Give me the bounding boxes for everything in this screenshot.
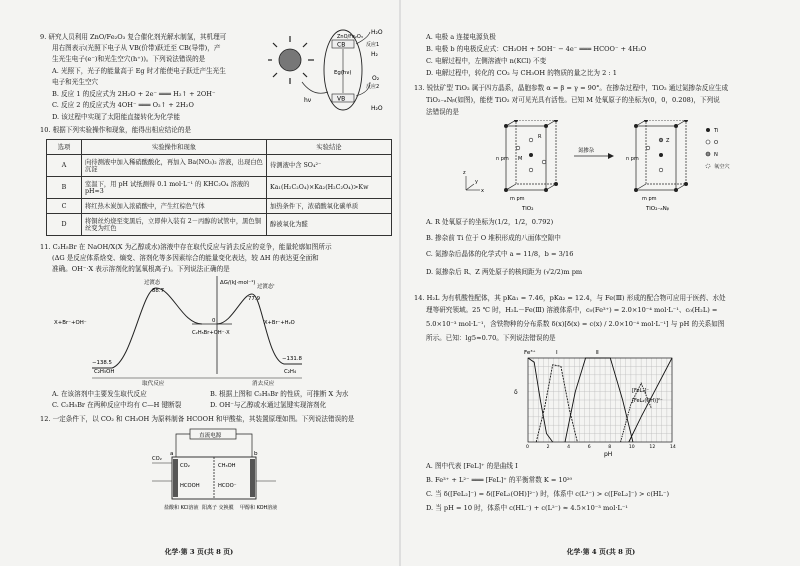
q10-table bbox=[46, 139, 392, 236]
energy-profile-diagram bbox=[52, 274, 312, 386]
q13-option-d: D. 氮掺杂后 R、Z 两处原子的核间距为 (√2/2)m pm bbox=[426, 268, 583, 276]
svg-text:C₂H₄: C₂H₄ bbox=[284, 369, 297, 375]
cell: 待测液中含 SO₄²⁻ bbox=[267, 155, 392, 177]
electrolysis-device-diagram bbox=[150, 427, 280, 525]
svg-text:X+Br⁻+OH⁻: X+Br⁻+OH⁻ bbox=[54, 320, 87, 326]
q11-line: (ΔG 是反应体系焓变、熵变、溶剂化等多因素综合的能量变化表达，较 ΔH 的表达更全面和 bbox=[52, 254, 319, 262]
svg-text:Ti: Ti bbox=[714, 128, 719, 134]
cell: D bbox=[47, 214, 82, 236]
svg-text:b: b bbox=[254, 451, 258, 457]
svg-text:消去反应: 消去反应 bbox=[252, 381, 275, 386]
series-label-fel2: [FeL₂]⁻ bbox=[632, 388, 650, 394]
cell: 向待测液中加入稀硝酸酸化，再加入 Ba(NO₃)₂ 溶液，出现白色沉淀 bbox=[82, 155, 267, 177]
x-tick-label: 6 bbox=[587, 445, 591, 450]
distribution-coefficient-chart bbox=[512, 346, 682, 458]
svg-text:H₂O: H₂O bbox=[371, 29, 383, 36]
right-page bbox=[402, 0, 800, 566]
col-conclusion: 实验结论 bbox=[267, 140, 392, 155]
q13-line: 法错误的是 bbox=[426, 108, 459, 116]
q12-option-c: C. 电解过程中，左侧溶液中 n(KCl) 不变 bbox=[426, 57, 547, 65]
svg-text:盐酸和 KCl溶液: 盐酸和 KCl溶液 bbox=[164, 505, 199, 511]
col-option: 选项 bbox=[47, 140, 82, 155]
svg-text:n pm: n pm bbox=[626, 156, 639, 162]
cell: 将红热木炭加入浓硝酸中，产生红棕色气体 bbox=[82, 199, 267, 214]
photocatalysis-diagram bbox=[268, 22, 398, 122]
q12-stem: 12. 一定条件下，以 CO₂ 和 CH₃OH 为原料制备 HCOOH 和甲酸盐，其装置原理如图。下列说法错误的是 bbox=[40, 415, 355, 423]
svg-text:氧空穴: 氧空穴 bbox=[714, 164, 730, 170]
svg-text:CB: CB bbox=[337, 41, 346, 49]
table-row bbox=[47, 155, 392, 177]
svg-text:CO₂: CO₂ bbox=[180, 463, 190, 469]
q14-option-c: C. 当 δ([FeL₂]⁻) = δ([FeL₂(OH)]²⁻) 时，体系中 c(L²⁻) > c([FeL₂]⁻) > c(HL⁻) bbox=[426, 490, 670, 498]
svg-text:H₂: H₂ bbox=[371, 51, 378, 58]
q9-line: 用右图表示(光照下电子从 VB(价带)跃迁至 CB(导带)，产 bbox=[52, 44, 221, 52]
svg-text:C₂H₅OH: C₂H₅OH bbox=[94, 369, 115, 375]
q11-line: 11. C₂H₅Br 在 NaOH/X(X 为乙醇或水)溶液中存在取代反应与消去反应的竞争，能量轮廓如图所示 bbox=[40, 243, 332, 251]
left-page bbox=[0, 0, 398, 566]
q12-option-d: D. 电解过程中，转化的 CO₂ 与 CH₃OH 的物质的量之比为 2 : 1 bbox=[426, 69, 617, 77]
svg-text:X+Br⁻+H₂O: X+Br⁻+H₂O bbox=[264, 320, 295, 326]
x-tick-label: 2 bbox=[546, 445, 550, 450]
svg-text:O₂: O₂ bbox=[372, 75, 380, 82]
svg-text:77.9: 77.9 bbox=[248, 296, 261, 302]
svg-text:R: R bbox=[538, 134, 542, 140]
q12-option-a: A. 电极 a 连接电源负极 bbox=[426, 33, 496, 41]
q9-option-c: C. 反应 2 的反应式为 4OH⁻ ═══ O₂↑ + 2H₂O bbox=[52, 101, 194, 109]
x-tick-label: 12 bbox=[649, 445, 656, 450]
svg-text:过渡态': 过渡态' bbox=[257, 284, 275, 290]
q9-option-a-cont: 电子和光生空穴 bbox=[52, 78, 99, 86]
svg-text:TiO₂: TiO₂ bbox=[522, 206, 534, 212]
svg-text:y: y bbox=[475, 179, 478, 185]
svg-text:TiO₂₋ₐNᵦ: TiO₂₋ₐNᵦ bbox=[646, 206, 670, 212]
q13-line: TiO₂₋ₐNᵦ(如图)，能使 TiO₂ 对可见光具有活性。已知 M 处氧原子的坐标为(0，0，0.208)，下列说 bbox=[426, 96, 720, 104]
cell: B bbox=[47, 177, 82, 199]
q14-line: 5.0×10⁻³ mol·L⁻¹，含铁物种的分布系数 δ(x)[δ(x) = c(x) / 2.0×10⁻⁴ mol·L⁻¹] 与 pH 的关系如图 bbox=[426, 320, 725, 328]
q11-option-b: B. 根据上图和 C₂H₅Br 的性质，可推断 X 为水 bbox=[210, 390, 349, 398]
svg-text:x: x bbox=[481, 188, 484, 194]
series-label-II: Ⅱ bbox=[596, 350, 599, 356]
svg-text:−131.8: −131.8 bbox=[282, 356, 302, 362]
cell: 室温下，用 pH 试纸测得 0.1 mol·L⁻¹ 的 KHC₂O₄ 溶液的 pH≈3 bbox=[82, 177, 267, 199]
svg-text:hν: hν bbox=[304, 97, 312, 104]
q9-option-d: D. 该过程中实现了太阳能直接转化为化学能 bbox=[52, 113, 180, 121]
q14-option-a: A. 图中代表 [FeL]⁺ 的是曲线 Ⅰ bbox=[426, 462, 518, 470]
svg-text:H₂O: H₂O bbox=[371, 105, 383, 112]
svg-text:甲醇和 KOH溶液: 甲醇和 KOH溶液 bbox=[240, 505, 278, 511]
svg-text:CO₂: CO₂ bbox=[152, 456, 162, 462]
cell: Ka₁(H₂C₂O₄)×Ka₂(H₂C₂O₄)>Kw bbox=[267, 177, 392, 199]
svg-text:HCOO⁻: HCOO⁻ bbox=[218, 483, 237, 489]
svg-text:HCOOH: HCOOH bbox=[180, 483, 200, 489]
q9-line: 9. 研究人员利用 ZnO/Fe₂O₃ 复合催化剂光解水制氢，其机理可 bbox=[40, 33, 227, 41]
svg-text:n pm: n pm bbox=[496, 156, 509, 162]
cell: 将铜丝灼烧至变黑后，立即伸入装有 2－丙醇的试管中，黑色铜丝变为红色 bbox=[82, 214, 267, 236]
q14-option-d: D. 当 pH = 10 时，体系中 c(HL⁻) + c(L²⁻) ≈ 4.5×10⁻³ mol·L⁻¹ bbox=[426, 504, 628, 512]
svg-text:z: z bbox=[463, 170, 466, 176]
tio2-crystal-cell-diagram bbox=[458, 120, 758, 212]
page-footer-left: 化学·第 3 页(共 8 页) bbox=[164, 548, 234, 556]
q14-option-b: B. Fe³⁺ + L²⁻ ═══ [FeL]⁺ 的平衡常数 K = 10²⁰ bbox=[426, 476, 573, 484]
svg-text:氮掺杂: 氮掺杂 bbox=[578, 148, 595, 154]
svg-text:直流电源: 直流电源 bbox=[199, 433, 222, 439]
col-operation: 实验操作和现象 bbox=[82, 140, 267, 155]
q13-option-b: B. 掺杂前 Ti 位于 O 堆积形成的八面体空隙中 bbox=[426, 234, 561, 242]
series-label-fe3: Fe³⁺ bbox=[524, 350, 536, 356]
q9-option-b: B. 反应 1 的反应式为 2H₂O + 2e⁻ ═══ H₂↑ + 2OH⁻ bbox=[52, 90, 216, 98]
svg-text:0: 0 bbox=[212, 318, 216, 324]
q11-option-a: A. 在该溶剂中主要发生取代反应 bbox=[52, 390, 147, 398]
page-footer-right: 化学·第 4 页(共 8 页) bbox=[566, 548, 636, 556]
svg-text:O: O bbox=[714, 140, 719, 146]
svg-text:VB: VB bbox=[337, 95, 346, 103]
svg-text:反应1: 反应1 bbox=[366, 42, 380, 48]
x-tick-label: 0 bbox=[526, 445, 529, 450]
q11-option-d: D. OH⁻与乙醇或水通过氢键实现溶剂化 bbox=[210, 401, 327, 409]
cell: 醇被氧化为醛 bbox=[267, 214, 392, 236]
series-label-I: Ⅰ bbox=[556, 350, 558, 356]
q10-stem: 10. 根据下列实验操作和现象，能得出相应结论的是 bbox=[40, 126, 192, 134]
q14-line: 所示。已知：lg5≈0.70。下列说法错误的是 bbox=[426, 334, 556, 342]
svg-text:m pm: m pm bbox=[510, 196, 525, 202]
q9-line: 生光生电子(e⁻)和光生空穴(h⁺))。下列说法错误的是 bbox=[52, 55, 206, 63]
q14-line: 理等研究领域。25 ℃ 时，H₂L－Fe(Ⅲ) 溶液体系中，c₀(Fe³⁺) = 2.0×10⁻⁴ mol·L⁻¹、c₀(H₂L) = bbox=[426, 306, 718, 314]
crystal-legend bbox=[706, 128, 730, 170]
cell: C bbox=[47, 199, 82, 214]
q14-line: 14. H₂L 为有机酸性配体，其 pKa₁ = 7.46，pKa₂ = 12.4，与 Fe(Ⅲ) 形成的配合物可应用于医药、水处 bbox=[414, 294, 726, 302]
svg-text:反应2: 反应2 bbox=[366, 84, 380, 90]
svg-text:阳离子 交换膜: 阳离子 交换膜 bbox=[202, 505, 234, 511]
x-tick-label: 4 bbox=[567, 445, 571, 450]
svg-text:C₂H₅Br+OH⁻·X: C₂H₅Br+OH⁻·X bbox=[192, 330, 230, 336]
q11-line: 准确。OH⁻·X 表示溶剂化的氢氧根离子)。下列说法正确的是 bbox=[52, 265, 230, 273]
svg-text:过渡态: 过渡态 bbox=[144, 280, 161, 286]
x-axis-label: pH bbox=[604, 451, 613, 458]
sun-icon bbox=[268, 36, 314, 84]
q9-option-a: A. 光照下，光子的能量高于 Eg 时才能使电子跃迁产生光生 bbox=[52, 67, 226, 75]
svg-text:a: a bbox=[170, 451, 174, 457]
q13-option-a: A. R 处氧原子的坐标为(1/2，1/2，0.792) bbox=[426, 218, 554, 226]
q13-line: 13. 锐钛矿型 TiO₂ 属于四方晶系，晶胞参数 α = β = γ = 90°。在掺杂过程中，TiO₂ 通过氮掺杂反应生成 bbox=[414, 84, 729, 92]
svg-text:Eg(hν): Eg(hν) bbox=[334, 70, 352, 76]
page-fold bbox=[399, 0, 401, 566]
svg-text:−138.5: −138.5 bbox=[92, 360, 112, 366]
table-row bbox=[47, 177, 392, 199]
q13-option-c: C. 氮掺杂后晶体的化学式中 a = 11/8，b = 3/16 bbox=[426, 250, 574, 258]
cell: A bbox=[47, 155, 82, 177]
svg-text:ZnO/Fe₂O₃: ZnO/Fe₂O₃ bbox=[337, 34, 363, 40]
x-tick-label: 10 bbox=[628, 445, 635, 450]
q10-header-row bbox=[47, 140, 392, 155]
svg-text:取代反应: 取代反应 bbox=[142, 381, 165, 386]
svg-text:CH₃OH: CH₃OH bbox=[218, 463, 236, 469]
series-line bbox=[536, 365, 577, 442]
table-row bbox=[47, 214, 392, 236]
x-tick-label: 14 bbox=[670, 445, 676, 450]
svg-text:88.7: 88.7 bbox=[152, 288, 165, 294]
svg-text:ΔG/(kJ·mol⁻¹): ΔG/(kJ·mol⁻¹) bbox=[220, 280, 256, 286]
q12-option-b: B. 电极 b 的电极反应式：CH₃OH + 5OH⁻ − 4e⁻ ═══ HCOO⁻ + 4H₂O bbox=[426, 45, 647, 53]
svg-text:Z: Z bbox=[666, 138, 670, 144]
series-label-fel2oh: [FeL₂(OH)]²⁻ bbox=[632, 398, 663, 404]
q11-option-c: C. C₂H₅Br 在两种反应中均有 C—H 键断裂 bbox=[52, 401, 182, 409]
svg-text:M: M bbox=[518, 156, 523, 162]
svg-text:N: N bbox=[714, 152, 718, 158]
cell: 加热条件下，浓硝酸氧化碳单质 bbox=[267, 199, 392, 214]
x-tick-label: 8 bbox=[608, 445, 612, 450]
chart-ticks bbox=[526, 444, 676, 450]
table-row bbox=[47, 199, 392, 214]
svg-text:m pm: m pm bbox=[642, 196, 657, 202]
y-axis-label: δ bbox=[514, 389, 518, 396]
